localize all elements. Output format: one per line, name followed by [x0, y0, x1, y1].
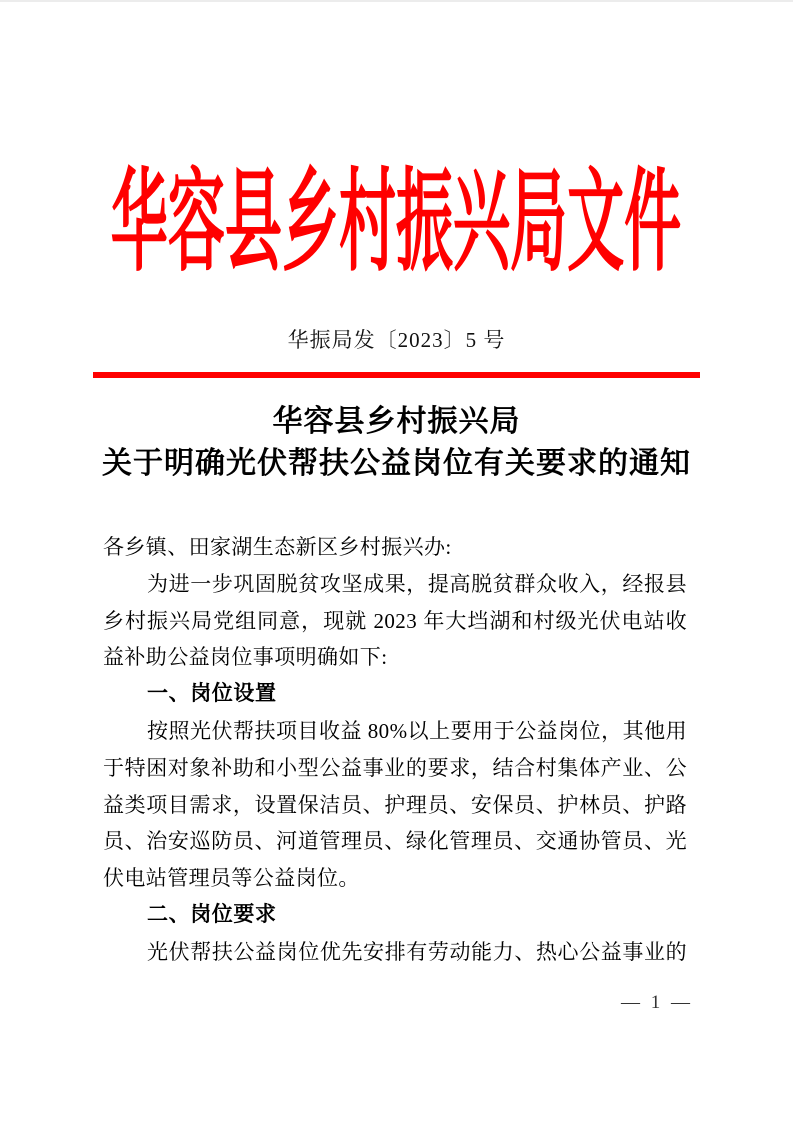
document-body: [103, 529, 687, 971]
document-title-line2: 关于明确光伏帮扶公益岗位有关要求的通知: [102, 447, 691, 480]
page-number: — 1 —: [621, 992, 693, 1013]
document-number: 华振局发〔2023〕5 号: [287, 328, 506, 352]
red-divider-line: [93, 372, 700, 378]
section-heading-2: 二、岗位要求: [147, 902, 277, 926]
paragraph-position-setup: 按照光伏帮扶项目收益 80%以上要用于公益岗位，其他用于特困对象补助和小型公益事业的要求，结合村集体产业、公益类项目需求，设置保洁员、护理员、安保员、护林员、护路员、治安巡防员、河道管理员、绿化管理员、交通协管员、光伏电站管理员等公益岗位。: [103, 718, 687, 891]
document-title: [0, 401, 793, 485]
banner-title: 华容县乡村振兴局文件: [111, 162, 682, 285]
paragraph-position-requirements: 光伏帮扶公益岗位优先安排有劳动能力、热心公益事业的: [147, 939, 687, 964]
section-heading-1: 一、岗位设置: [147, 682, 277, 706]
document-title-line1: 华容县乡村振兴局: [272, 405, 521, 438]
salutation: 各乡镇、田家湖生态新区乡村振兴办:: [103, 535, 452, 559]
red-header-banner: [0, 162, 793, 285]
paragraph-intro: 为进一步巩固脱贫攻坚成果，提高脱贫群众收入，经报县乡村振兴局党组同意，现就 2023 年大垱湖和村级光伏电站收益补助公益岗位事项明确如下:: [103, 571, 687, 670]
